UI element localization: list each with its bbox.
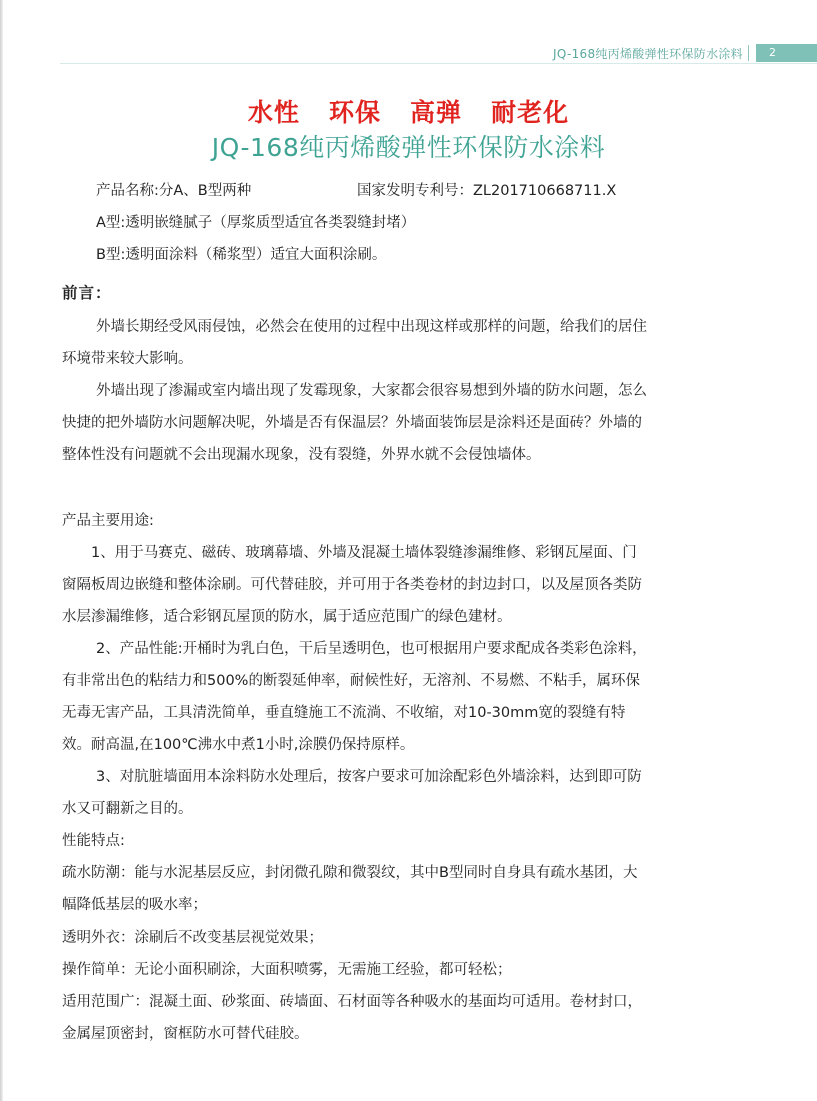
paragraph-line: 效。耐高温,在100℃沸水中煮1小时,涂膜仍保持原样。	[62, 737, 415, 753]
page-header	[0, 44, 817, 62]
product-name: 产品名称:分A、B型两种	[96, 183, 252, 199]
page-number-badge: 2	[756, 44, 817, 62]
feature-line: 操作简单：无论小面积刷涂，大面积喷雾，无需施工经验，都可轻松；	[62, 962, 512, 978]
product-title: JQ-168纯丙烯酸弹性环保防水涂料	[211, 133, 606, 162]
feature-line: 幅降低基层的吸水率；	[62, 897, 207, 913]
header-title: JQ-168纯丙烯酸弹性环保防水涂料	[553, 47, 743, 61]
paragraph-line: 3、对肮脏墙面用本涂料防水处理后，按客户要求可加涂配彩色外墙涂料，达到即可防	[96, 769, 642, 785]
paragraph-line: 2、产品性能:开桶时为乳白色，干后呈透明色，也可根据用户要求配成各类彩色涂料，	[96, 641, 647, 657]
type-b-line: B型:透明面涂料（稀浆型）适宜大面积涂刷。	[96, 247, 387, 263]
feature-line: 疏水防潮：能与水泥基层反应，封闭微孔隙和微裂纹，其中B型同时自身具有疏水基团，大	[62, 865, 638, 881]
paragraph-line: 窗隔板周边嵌缝和整体涂刷。可代替硅胶，并可用于各类卷材的封边封口，以及屋顶各类防	[62, 577, 642, 593]
paragraph-line: 环境带来较大影响。	[62, 351, 193, 367]
slogan-title: 水性 环保 高弹 耐老化	[247, 98, 570, 127]
feature-line: 透明外衣：涂刷后不改变基层视觉效果；	[62, 930, 323, 946]
paragraph-line: 1、用于马赛克、磁砖、玻璃幕墙、外墙及混凝土墙体裂缝渗漏维修、彩钢瓦屋面、门	[91, 545, 637, 561]
feature-line: 金属屋顶密封，窗框防水可替代硅胶。	[62, 1026, 309, 1042]
paragraph-line: 外墙长期经受风雨侵蚀，必然会在使用的过程中出现这样或那样的问题，给我们的居住	[96, 319, 647, 335]
paragraph-line: 外墙出现了渗漏或室内墙出现了发霉现象，大家都会很容易想到外墙的防水问题，怎么	[96, 383, 647, 399]
paragraph-line: 有非常出色的粘结力和500%的断裂延伸率，耐候性好，无溶剂、不易燃、不粘手，属环保	[62, 673, 640, 689]
paragraph-line: 水层渗漏维修，适合彩钢瓦屋顶的防水，属于适应范围广的绿色建材。	[62, 609, 512, 625]
features-heading: 性能特点:	[62, 833, 125, 849]
header-rule	[60, 63, 817, 64]
preface-heading: 前言：	[62, 284, 112, 302]
paragraph-line: 无毒无害产品，工具清洗简单，垂直缝施工不流淌、不收缩，对10-30mm宽的裂缝有特	[62, 705, 626, 721]
patent-number: 国家发明专利号：ZL201710668711.X	[357, 183, 617, 199]
paragraph-line: 整体性没有问题就不会出现漏水现象，没有裂缝，外界水就不会侵蚀墙体。	[62, 447, 541, 463]
type-a-line: A型:透明嵌缝腻子（厚浆质型适宜各类裂缝封堵）	[96, 215, 416, 231]
header-divider	[748, 45, 749, 61]
paragraph-line: 水又可翻新之目的。	[62, 801, 193, 817]
usage-heading: 产品主要用途:	[62, 513, 154, 529]
paragraph-line: 快捷的把外墙防水问题解决呢，外墙是否有保温层？外墙面装饰层是涂料还是面砖？外墙的	[62, 415, 642, 431]
feature-line: 适用范围广：混凝土面、砂浆面、砖墙面、石材面等各种吸水的基面均可适用。卷材封口，	[62, 994, 642, 1010]
page-edge	[0, 0, 3, 1101]
